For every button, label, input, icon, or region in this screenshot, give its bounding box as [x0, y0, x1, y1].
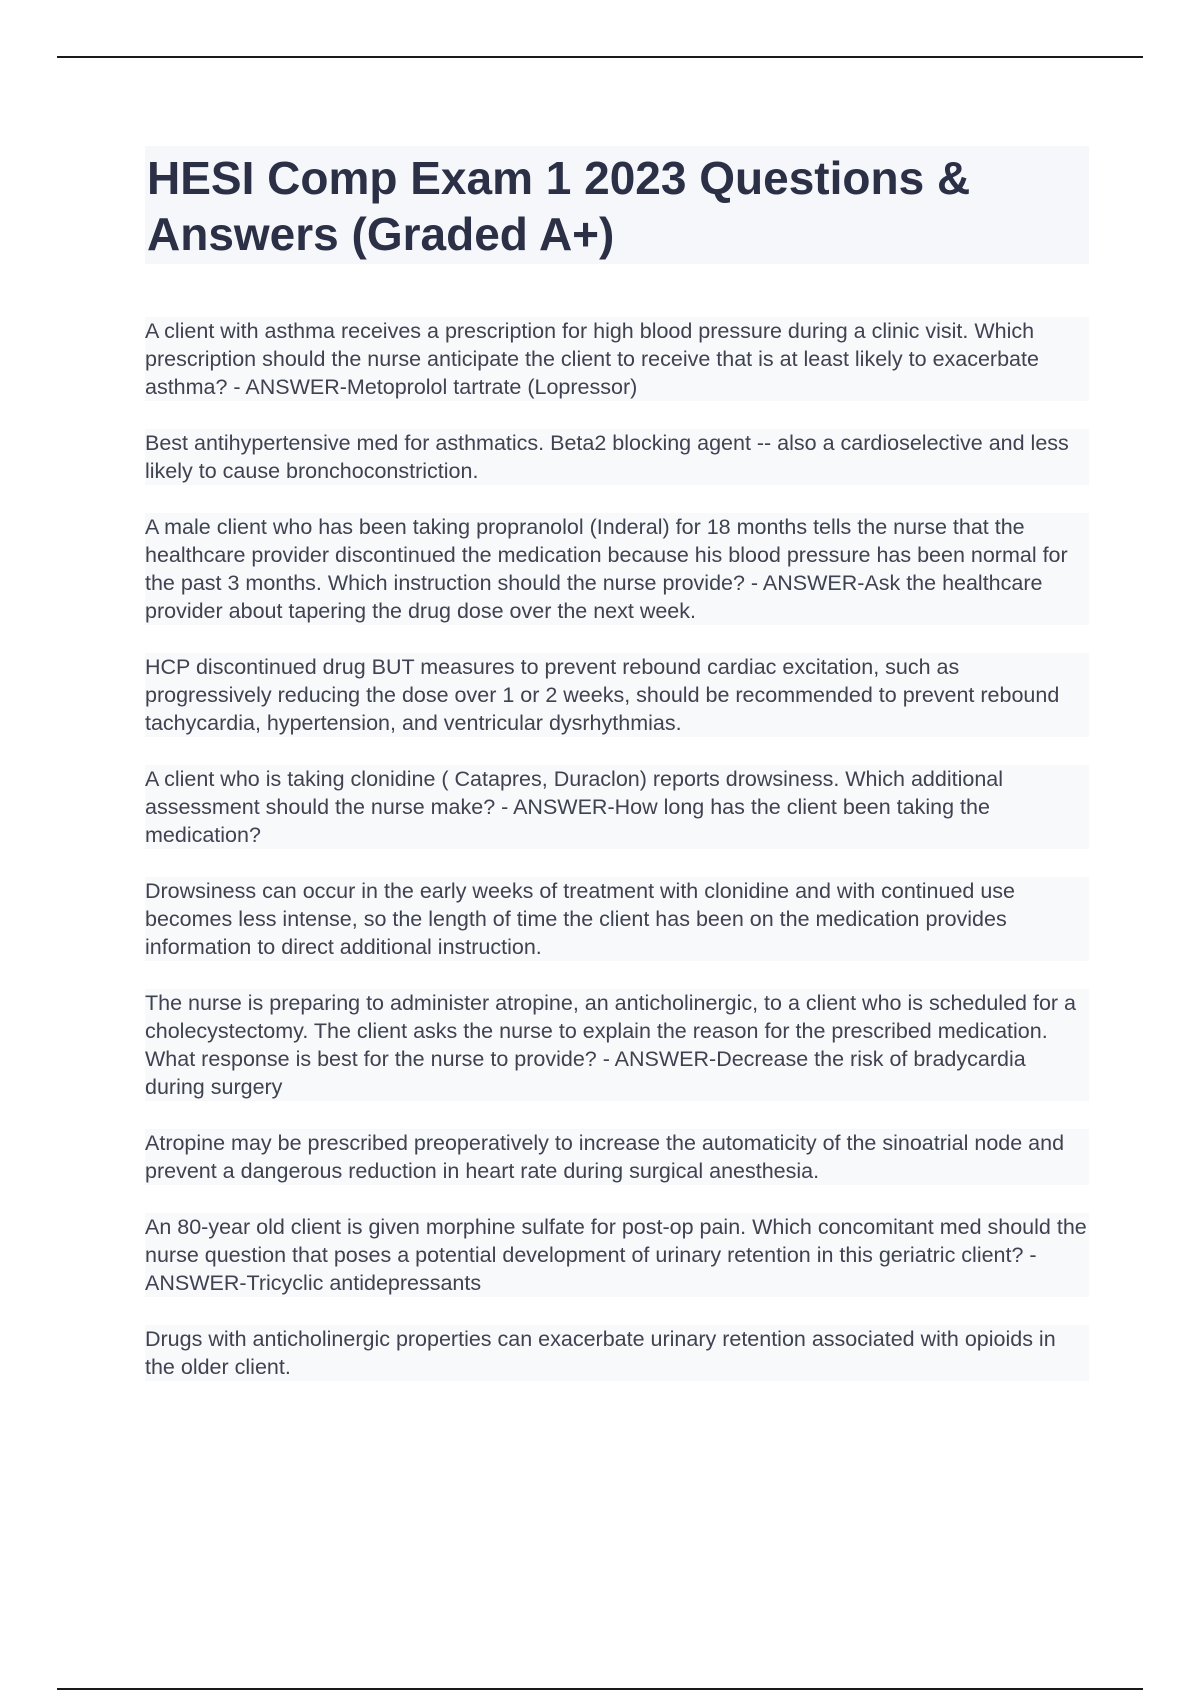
qa-list [145, 317, 1089, 1381]
rationale-4: Atropine may be prescribed preoperatively to increase the automaticity of the sinoatrial node and prevent a dangerous reduction in heart rate during surgical anesthesia. [145, 1129, 1089, 1185]
title-band [145, 146, 1089, 264]
rationale-5: Drugs with anticholinergic properties can exacerbate urinary retention associated with opioids in the older client. [145, 1325, 1089, 1381]
document-body [145, 146, 1089, 1409]
top-divider [57, 56, 1143, 58]
document-title: HESI Comp Exam 1 2023 Questions & Answers (Graded A+) [147, 152, 971, 260]
question-4: The nurse is preparing to administer atropine, an anticholinergic, to a client who is scheduled for a cholecystectomy. The client asks the nurse to explain the reason for the prescribed medication. What response is best for the nurse to provide? - ANSWER-Decrease the risk of bradycardia during surgery [145, 989, 1089, 1101]
question-3: A client who is taking clonidine ( Catapres, Duraclon) reports drowsiness. Which additional assessment should the nurse make? - ANSWER-How long has the client been taking the medication? [145, 765, 1089, 849]
rationale-2: HCP discontinued drug BUT measures to prevent rebound cardiac excitation, such as progressively reducing the dose over 1 or 2 weeks, should be recommended to prevent rebound tachycardia, hypertension, and ventricular dysrhythmias. [145, 653, 1089, 737]
question-2: A male client who has been taking propranolol (Inderal) for 18 months tells the nurse that the healthcare provider discontinued the medication because his blood pressure has been normal for the past 3 months. Which instruction should the nurse provide? - ANSWER-Ask the healthcare provider about tapering the drug dose over the next week. [145, 513, 1089, 625]
rationale-1: Best antihypertensive med for asthmatics. Beta2 blocking agent -- also a cardioselective and less likely to cause bronchoconstriction. [145, 429, 1089, 485]
rationale-3: Drowsiness can occur in the early weeks of treatment with clonidine and with continued use becomes less intense, so the length of time the client has been on the medication provides information to direct additional instruction. [145, 877, 1089, 961]
question-1: A client with asthma receives a prescription for high blood pressure during a clinic visit. Which prescription should the nurse anticipate the client to receive that is at least likely to exacerbate asthma? - ANSWER-Metoprolol tartrate (Lopressor) [145, 317, 1089, 401]
question-5: An 80-year old client is given morphine sulfate for post-op pain. Which concomitant med should the nurse question that poses a potential development of urinary retention in this geriatric client? - ANSWER-Tricyclic antidepressants [145, 1213, 1089, 1297]
bottom-divider [57, 1688, 1143, 1690]
